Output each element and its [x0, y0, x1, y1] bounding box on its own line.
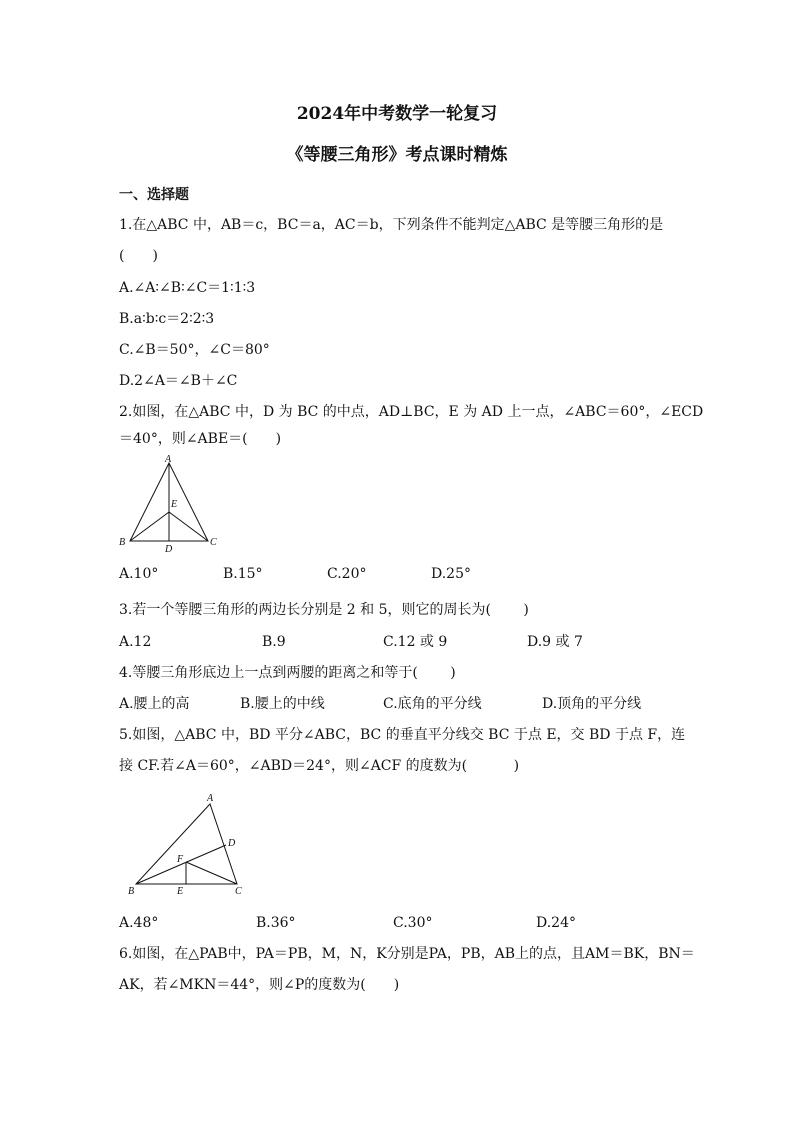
q2-triangle-figure: [118, 455, 228, 555]
q5-label-b: B: [128, 886, 135, 897]
q1-option-a: A.∠A∶∠B∶∠C＝1∶1∶3: [119, 280, 256, 296]
q1-stem-line2: ( ): [119, 248, 158, 264]
q4-option-d: D.顶角的平分线: [542, 696, 642, 712]
q5-stem-line1: 5.如图，△ABC 中，BD 平分∠ABC，BC 的垂直平分线交 BC 于点 E，交 BD 于点 F，连: [119, 727, 686, 743]
q5-option-c: C.30°: [393, 915, 433, 931]
q2-option-a: A.10°: [119, 566, 159, 582]
q3-stem: 3.若一个等腰三角形的两边长分别是 2 和 5，则它的周长为( ): [119, 602, 529, 618]
q6-stem-line2: AK，若∠MKN＝44°，则∠P的度数为( ): [119, 977, 400, 993]
q2-option-c: C.20°: [327, 566, 367, 582]
q5-label-c: C: [235, 886, 242, 897]
q4-stem: 4.等腰三角形底边上一点到两腰的距离之和等于( ): [119, 665, 456, 681]
q2-label-e: E: [171, 499, 178, 510]
q3-option-a: A.12: [119, 634, 152, 650]
q2-stem-line1: 2.如图，在△ABC 中，D 为 BC 的中点，AD⊥BC，E 为 AD 上一点，∠ABC＝60°，∠ECD: [119, 404, 704, 420]
q5-label-a: A: [207, 793, 214, 804]
q4-option-b: B.腰上的中线: [240, 696, 325, 712]
q2-label-d: D: [165, 544, 173, 555]
q4-option-a: A.腰上的高: [119, 696, 190, 712]
q1-option-d: D.2∠A＝∠B＋∠C: [119, 373, 238, 389]
q5-option-d: D.24°: [536, 915, 576, 931]
q5-option-a: A.48°: [119, 915, 159, 931]
q3-option-b: B.9: [262, 634, 286, 650]
q3-option-c: C.12 或 9: [383, 634, 448, 650]
q2-option-d: D.25°: [431, 566, 471, 582]
q4-option-c: C.底角的平分线: [383, 696, 482, 712]
q1-option-b: B.a∶b∶c＝2∶2∶3: [119, 311, 215, 327]
q5-label-e: E: [177, 886, 184, 897]
section-heading: 一、选择题: [119, 187, 189, 203]
q6-stem-line1: 6.如图，在△PAB中，PA＝PB，M，N，K分别是PA，PB，AB上的点，且AM＝BK，BN＝: [119, 946, 695, 962]
q2-label-a: A: [165, 454, 172, 465]
q2-stem-line2: ＝40°，则∠ABE＝( ): [119, 431, 282, 447]
q5-stem-line2: 接 CF.若∠A＝60°，∠ABD＝24°，则∠ACF 的度数为( ): [119, 758, 520, 774]
q2-option-b: B.15°: [223, 566, 263, 582]
q2-label-c: C: [210, 537, 217, 548]
q1-stem-line1: 1.在△ABC 中，AB＝c，BC＝a，AC＝b，下列条件不能判定△ABC 是等腰三角形的是: [119, 217, 664, 233]
document-title: 2024年中考数学一轮复习: [296, 104, 498, 124]
q5-triangle-figure: [125, 790, 250, 900]
q5-label-f: F: [177, 854, 184, 865]
q1-option-c: C.∠B＝50°，∠C＝80°: [119, 342, 270, 358]
q5-option-b: B.36°: [256, 915, 296, 931]
document-subtitle: 《等腰三角形》考点课时精炼: [286, 145, 508, 165]
q5-label-d: D: [228, 838, 236, 849]
q3-option-d: D.9 或 7: [527, 634, 583, 650]
q2-label-b: B: [119, 537, 126, 548]
